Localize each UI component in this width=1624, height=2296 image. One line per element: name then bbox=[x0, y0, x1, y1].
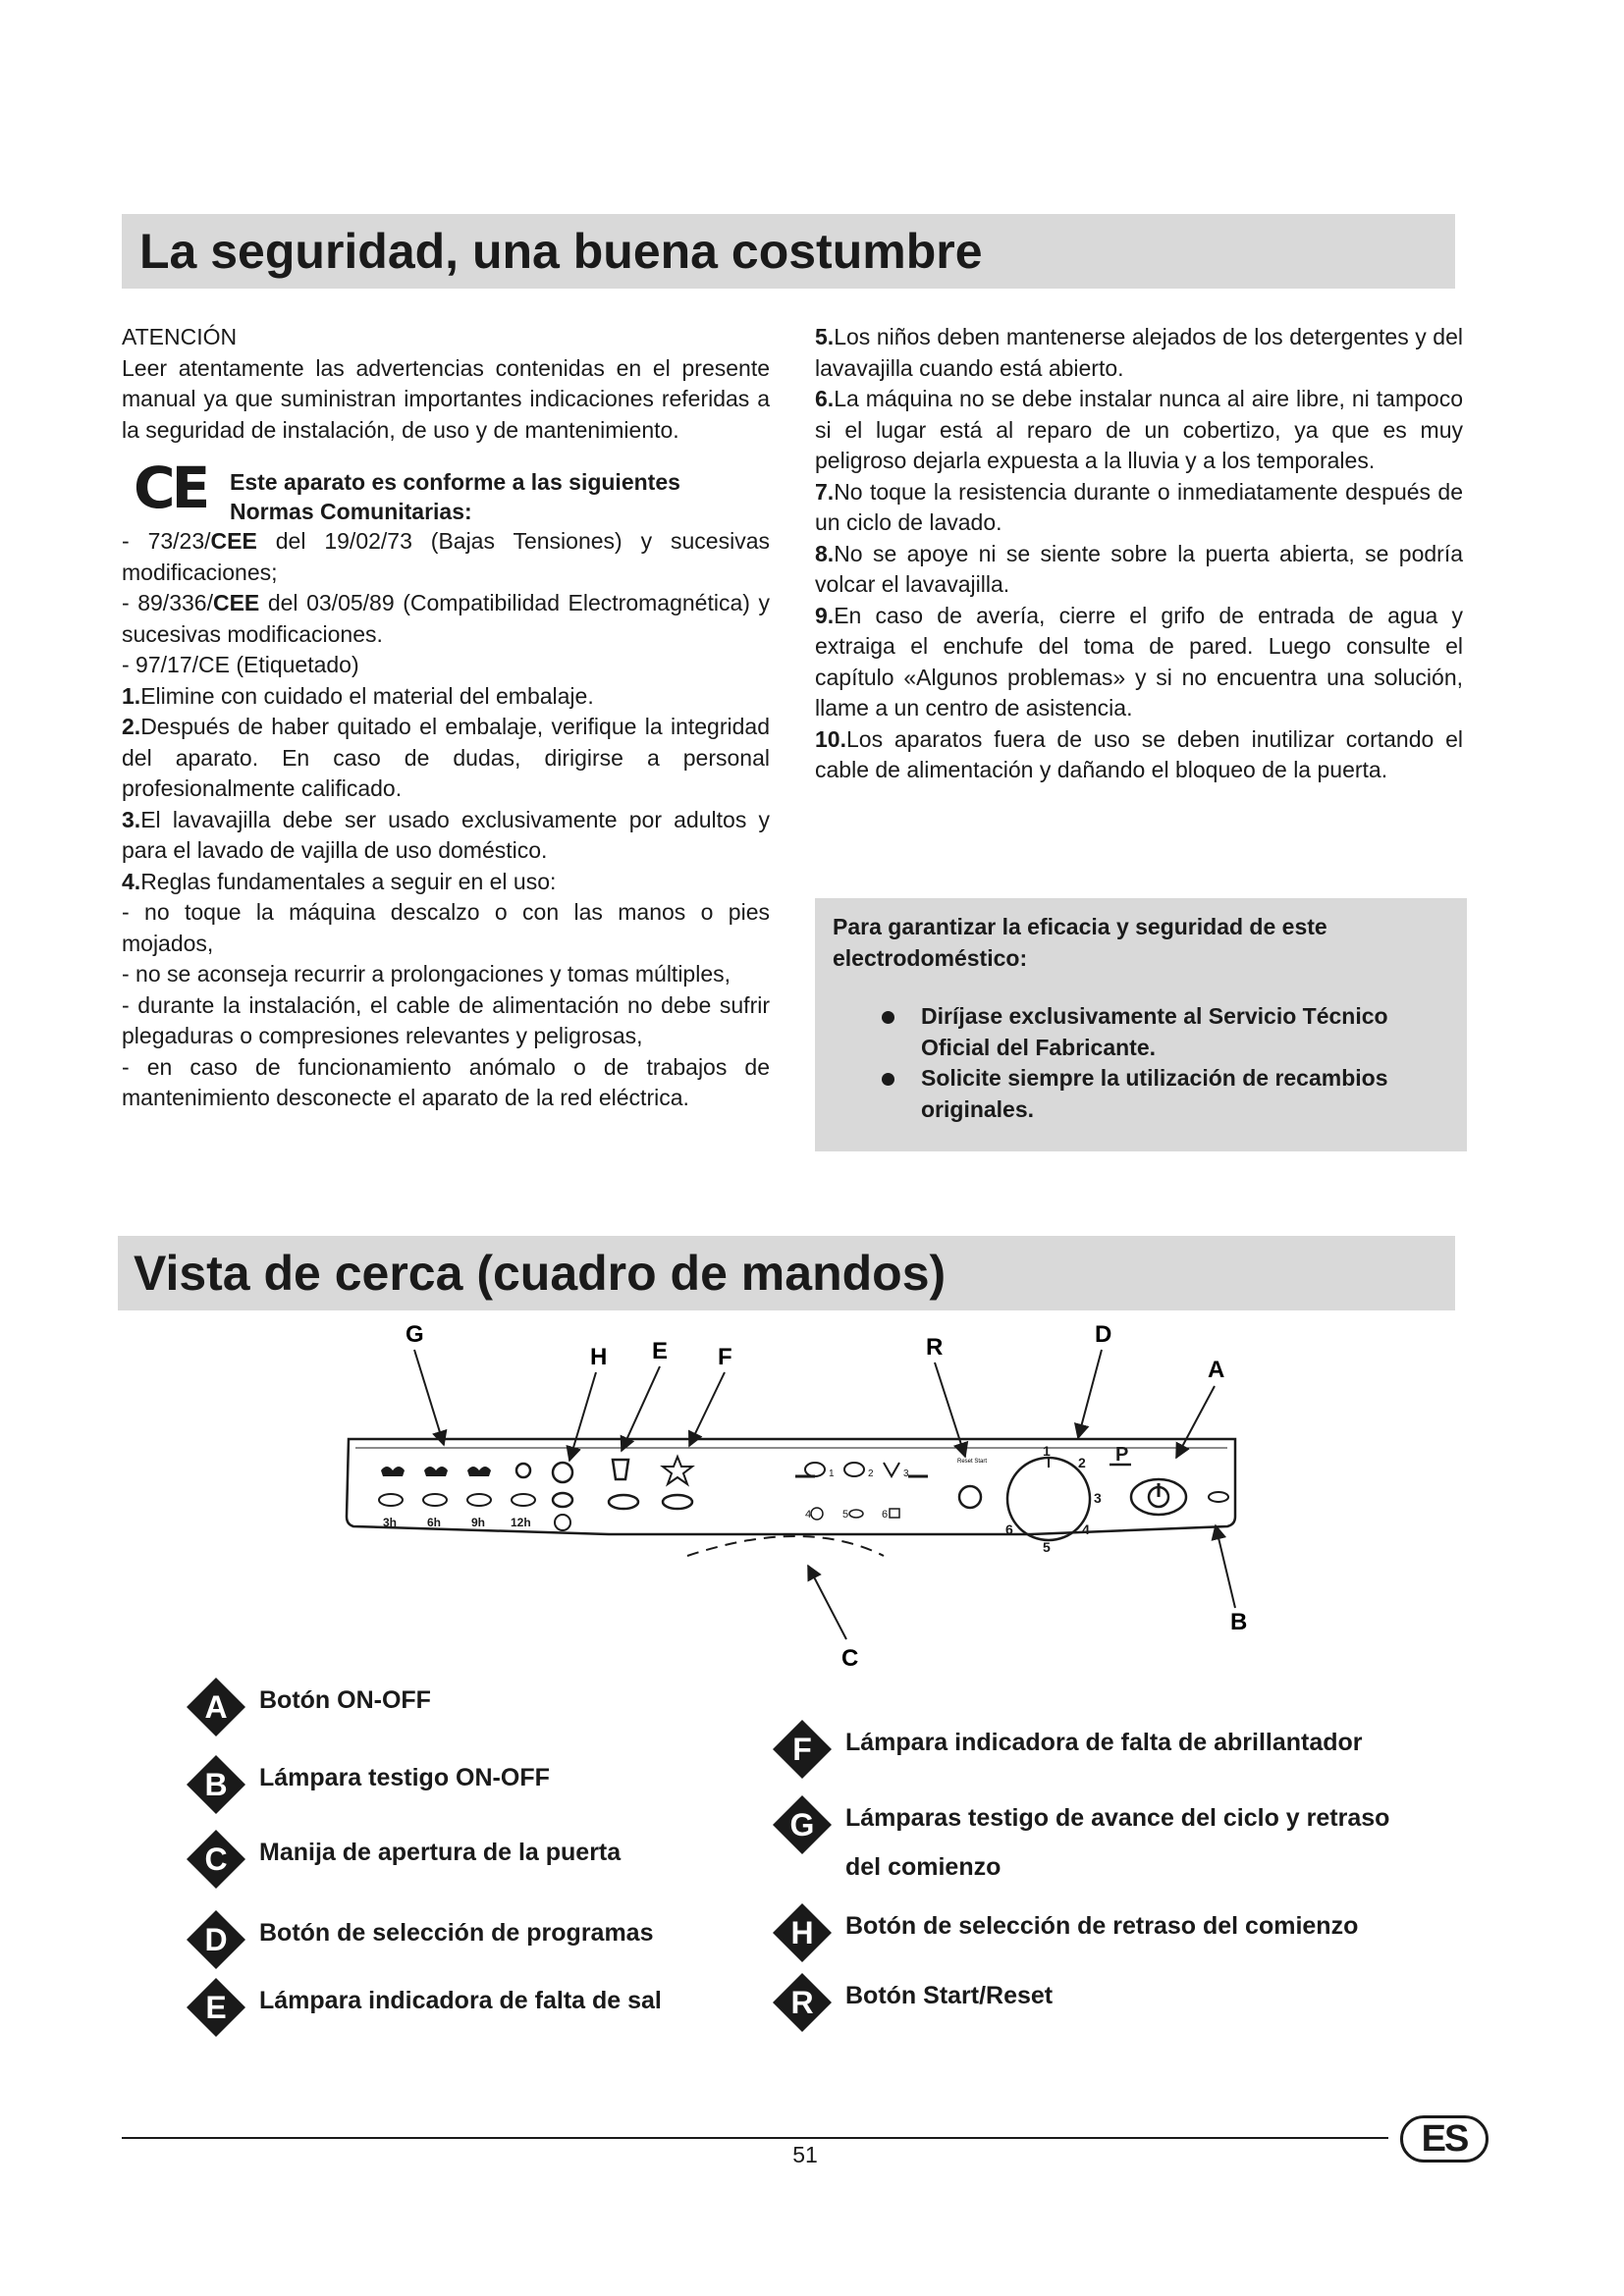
legend-item-a bbox=[185, 1676, 431, 1738]
rule-item: 2.Después de haber quitado el embalaje, verifique la integridad del aparato. En caso de dudas, dirigirse a personal profesionalmente calificado. bbox=[122, 714, 770, 801]
svg-text:B: B bbox=[204, 1767, 228, 1802]
program-3-icon bbox=[884, 1463, 899, 1476]
on-off-button bbox=[1131, 1479, 1186, 1515]
rule-item: 9.En caso de avería, cierre el grifo de entrada de agua y extraiga el enchufe del toma de pared. Luego consulte el capítulo «Algunos problemas» y si no encuentra una solución, llame a un centro de asistencia. bbox=[815, 602, 1463, 721]
rinse-aid-lamp bbox=[663, 1495, 692, 1509]
rule-item: 4.Reglas fundamentales a seguir en el uso: bbox=[122, 868, 557, 894]
delay-button bbox=[553, 1463, 572, 1482]
info-box-bullet: Solicite siempre la utilización de recambios originales. bbox=[833, 1063, 1449, 1125]
bullet-dot-icon bbox=[882, 1073, 894, 1086]
rule-item: 6.La máquina no se debe instalar nunca al aire libre, ni tampoco si el lugar está al reparo de un cobertizo, ya que es muy peligroso dejarla expuesta a la lluvia y a los temporales. bbox=[815, 386, 1463, 473]
salt-icon bbox=[613, 1460, 628, 1479]
legend-label-r: Botón Start/Reset bbox=[845, 1982, 1054, 2009]
lamp-12h bbox=[512, 1494, 535, 1506]
safety-left-column bbox=[122, 322, 770, 1114]
delay-lamps bbox=[379, 1494, 535, 1506]
directive-item: - 73/23/CEE del 19/02/73 (Bajas Tensiones) y sucesivas modificaciones; bbox=[122, 528, 770, 585]
language-badge: ES bbox=[1400, 2115, 1489, 2163]
bullet-dot-icon bbox=[882, 1011, 894, 1024]
svg-text:F: F bbox=[792, 1732, 812, 1767]
callout-f: F bbox=[718, 1344, 732, 1370]
lamp-6h bbox=[423, 1494, 447, 1506]
delay-label-9h: 9h bbox=[471, 1516, 486, 1529]
program-number-4: 4 bbox=[805, 1509, 812, 1521]
section-title-safety: La seguridad, una buena costumbre bbox=[122, 214, 1455, 289]
legend-item-e bbox=[185, 1976, 662, 2039]
reset-start-label: Reset Start bbox=[957, 1459, 988, 1465]
legend-label-d: Botón de selección de programas bbox=[259, 1919, 654, 1947]
callout-a: A bbox=[1208, 1357, 1225, 1383]
rule-item: 10.Los aparatos fuera de uso se deben inutilizar cortando el cable de alimentación y dañando el bloqueo de la puerta. bbox=[815, 725, 1463, 782]
rule4-subitem: - en caso de funcionamiento anómalo o de trabajos de mantenimiento desconecte el aparato de la red eléctrica. bbox=[122, 1053, 770, 1110]
leader-b bbox=[1216, 1525, 1235, 1608]
ce-conformity-text: Este aparato es conforme a las siguientes Normas Comunitarias: bbox=[230, 469, 680, 524]
leader-c bbox=[808, 1566, 846, 1639]
program-number-2: 2 bbox=[868, 1468, 874, 1479]
svg-text:D: D bbox=[204, 1922, 228, 1957]
program-number-6: 6 bbox=[882, 1509, 889, 1521]
svg-text:G: G bbox=[789, 1807, 815, 1842]
rule-item: 3.El lavavajilla debe ser usado exclusivamente por adultos y para el lavado de vajilla de uso doméstico. bbox=[122, 806, 770, 863]
program-2-icon bbox=[844, 1463, 864, 1476]
info-box-bullet: Diríjase exclusivamente al Servicio Técnico Oficial del Fabricante. bbox=[833, 1001, 1449, 1063]
delay-clock-icon bbox=[555, 1515, 570, 1530]
legend-item-h bbox=[771, 1901, 1358, 1964]
legend-label-e: Lámpara indicadora de falta de sal bbox=[259, 1987, 662, 2014]
power-icon bbox=[1149, 1487, 1168, 1507]
svg-text:A: A bbox=[204, 1689, 228, 1725]
rule-item: 7.No toque la resistencia durante o inmediatamente después de un ciclo de lavado. bbox=[815, 478, 1463, 535]
rule4-subitem: - no toque la máquina descalzo o con las manos o pies mojados, bbox=[122, 899, 770, 956]
info-box-heading: Para garantizar la eficacia y seguridad de este electrodoméstico: bbox=[833, 914, 1327, 971]
legend-badge-h-icon bbox=[771, 1901, 834, 1964]
svg-text:E: E bbox=[205, 1990, 227, 2025]
rule-item: 5.Los niños deben mantenerse alejados de los detergentes y del lavavajilla cuando está abierto. bbox=[815, 324, 1463, 381]
callout-b: B bbox=[1230, 1609, 1248, 1635]
dry-icon bbox=[516, 1464, 530, 1477]
legend-item-g bbox=[771, 1793, 1415, 1892]
legend-badge-r-icon bbox=[771, 1971, 834, 2034]
start-reset-button bbox=[959, 1486, 981, 1508]
legend-label-a: Botón ON-OFF bbox=[259, 1686, 431, 1714]
callout-d: D bbox=[1095, 1321, 1112, 1348]
legend-badge-a-icon bbox=[185, 1676, 247, 1738]
section-title-control-panel: Vista de cerca (cuadro de mandos) bbox=[118, 1236, 1455, 1310]
prewash-icon bbox=[381, 1467, 405, 1476]
rinse-icon bbox=[467, 1467, 491, 1476]
leader-g bbox=[414, 1350, 444, 1445]
svg-text:R: R bbox=[790, 1985, 814, 2020]
legend-item-b bbox=[185, 1753, 550, 1816]
leader-e bbox=[622, 1366, 660, 1451]
delay-label-6h: 6h bbox=[427, 1516, 442, 1529]
dial-numbers bbox=[1005, 1443, 1128, 1555]
dial-number-4: 4 bbox=[1082, 1522, 1090, 1537]
legend-item-r bbox=[771, 1971, 1053, 2034]
program-1-icon bbox=[805, 1463, 825, 1476]
delay-labels bbox=[383, 1516, 531, 1529]
program-number-5: 5 bbox=[842, 1509, 849, 1521]
callout-e: E bbox=[652, 1338, 669, 1364]
dial-number-5: 5 bbox=[1043, 1539, 1051, 1555]
dial-number-p: P bbox=[1115, 1444, 1129, 1466]
delay-lamp bbox=[553, 1493, 572, 1507]
program-number-3: 3 bbox=[903, 1468, 909, 1479]
ce-mark-icon: CE bbox=[134, 454, 207, 521]
rule4-subitem: - durante la instalación, el cable de alimentación no debe sufrir plegaduras o compresiones relevantes y peligrosas, bbox=[122, 991, 770, 1048]
on-off-lamp bbox=[1209, 1492, 1228, 1502]
ce-conformity-block bbox=[122, 454, 770, 526]
legend-badge-b-icon bbox=[185, 1753, 247, 1816]
legend-badge-d-icon bbox=[185, 1908, 247, 1971]
legend-badge-c-icon bbox=[185, 1828, 247, 1891]
legend-item-d bbox=[185, 1908, 654, 1971]
rule4-subitem: - no se aconseja recurrir a prolongaciones y tomas múltiples, bbox=[122, 961, 731, 987]
footer-divider bbox=[122, 2137, 1388, 2139]
attention-heading: ATENCIÓN bbox=[122, 324, 238, 349]
leader-a bbox=[1176, 1386, 1215, 1458]
lamp-9h bbox=[467, 1494, 491, 1506]
dial-number-3: 3 bbox=[1094, 1490, 1102, 1506]
directive-item: - 89/336/CEE del 03/05/89 (Compatibilidad Electromagnética) y sucesivas modificaciones. bbox=[122, 590, 770, 647]
legend-label-g: Lámparas testigo de avance del ciclo y retraso del comienzo bbox=[845, 1804, 1390, 1881]
legend-label-h: Botón de selección de retraso del comienzo bbox=[845, 1912, 1359, 1940]
rule-item: 1.Elimine con cuidado el material del embalaje. bbox=[122, 682, 594, 709]
legend-item-c bbox=[185, 1828, 621, 1891]
wash-icon bbox=[424, 1467, 448, 1476]
leader-f bbox=[689, 1372, 725, 1446]
legend-label-f: Lámpara indicadora de falta de abrillantador bbox=[845, 1729, 1363, 1756]
program-icons bbox=[795, 1463, 928, 1479]
rule-item: 8.No se apoye ni se siente sobre la puerta abierta, se podría volcar el lavavajilla. bbox=[815, 540, 1463, 597]
rinse-aid-star-icon bbox=[663, 1457, 692, 1484]
delay-label-12h: 12h bbox=[511, 1516, 531, 1529]
door-handle bbox=[687, 1536, 884, 1556]
dial-number-6: 6 bbox=[1005, 1522, 1013, 1537]
program-icons-bottom bbox=[805, 1508, 899, 1521]
leader-h bbox=[569, 1372, 596, 1461]
callout-g: G bbox=[406, 1321, 424, 1348]
callout-r: R bbox=[926, 1334, 944, 1361]
svg-text:H: H bbox=[790, 1915, 814, 1950]
legend-label-c: Manija de apertura de la puerta bbox=[259, 1839, 622, 1866]
legend-badge-f-icon bbox=[771, 1718, 834, 1781]
safety-right-column bbox=[815, 322, 1463, 786]
leader-d bbox=[1078, 1350, 1102, 1438]
legend-badge-e-icon bbox=[185, 1976, 247, 2039]
safety-info-box bbox=[815, 898, 1467, 1151]
callout-c: C bbox=[841, 1645, 859, 1672]
legend-item-f bbox=[771, 1718, 1363, 1781]
program-selector-dial bbox=[1007, 1458, 1090, 1540]
legend-label-b: Lámpara testigo ON-OFF bbox=[259, 1764, 550, 1791]
directive-item: - 97/17/CE (Etiquetado) bbox=[122, 652, 359, 677]
lamp-3h bbox=[379, 1494, 403, 1506]
page-number: 51 bbox=[792, 2142, 818, 2167]
cycle-icons bbox=[381, 1464, 530, 1477]
legend-badge-g-icon bbox=[771, 1793, 834, 1856]
leader-r bbox=[935, 1362, 965, 1457]
dial-number-2: 2 bbox=[1078, 1455, 1086, 1470]
delay-label-3h: 3h bbox=[383, 1516, 398, 1529]
svg-text:C: C bbox=[204, 1842, 228, 1877]
intro-paragraph: Leer atentamente las advertencias contenidas en el presente manual ya que suministran importantes indicaciones referidas a la seguridad de instalación, de uso y de mantenimiento. bbox=[122, 354, 770, 443]
control-panel-outline bbox=[347, 1439, 1235, 1534]
salt-lamp bbox=[609, 1495, 638, 1509]
dial-number-1: 1 bbox=[1043, 1443, 1051, 1459]
program-number-1: 1 bbox=[829, 1468, 835, 1479]
callout-h: H bbox=[590, 1344, 608, 1370]
